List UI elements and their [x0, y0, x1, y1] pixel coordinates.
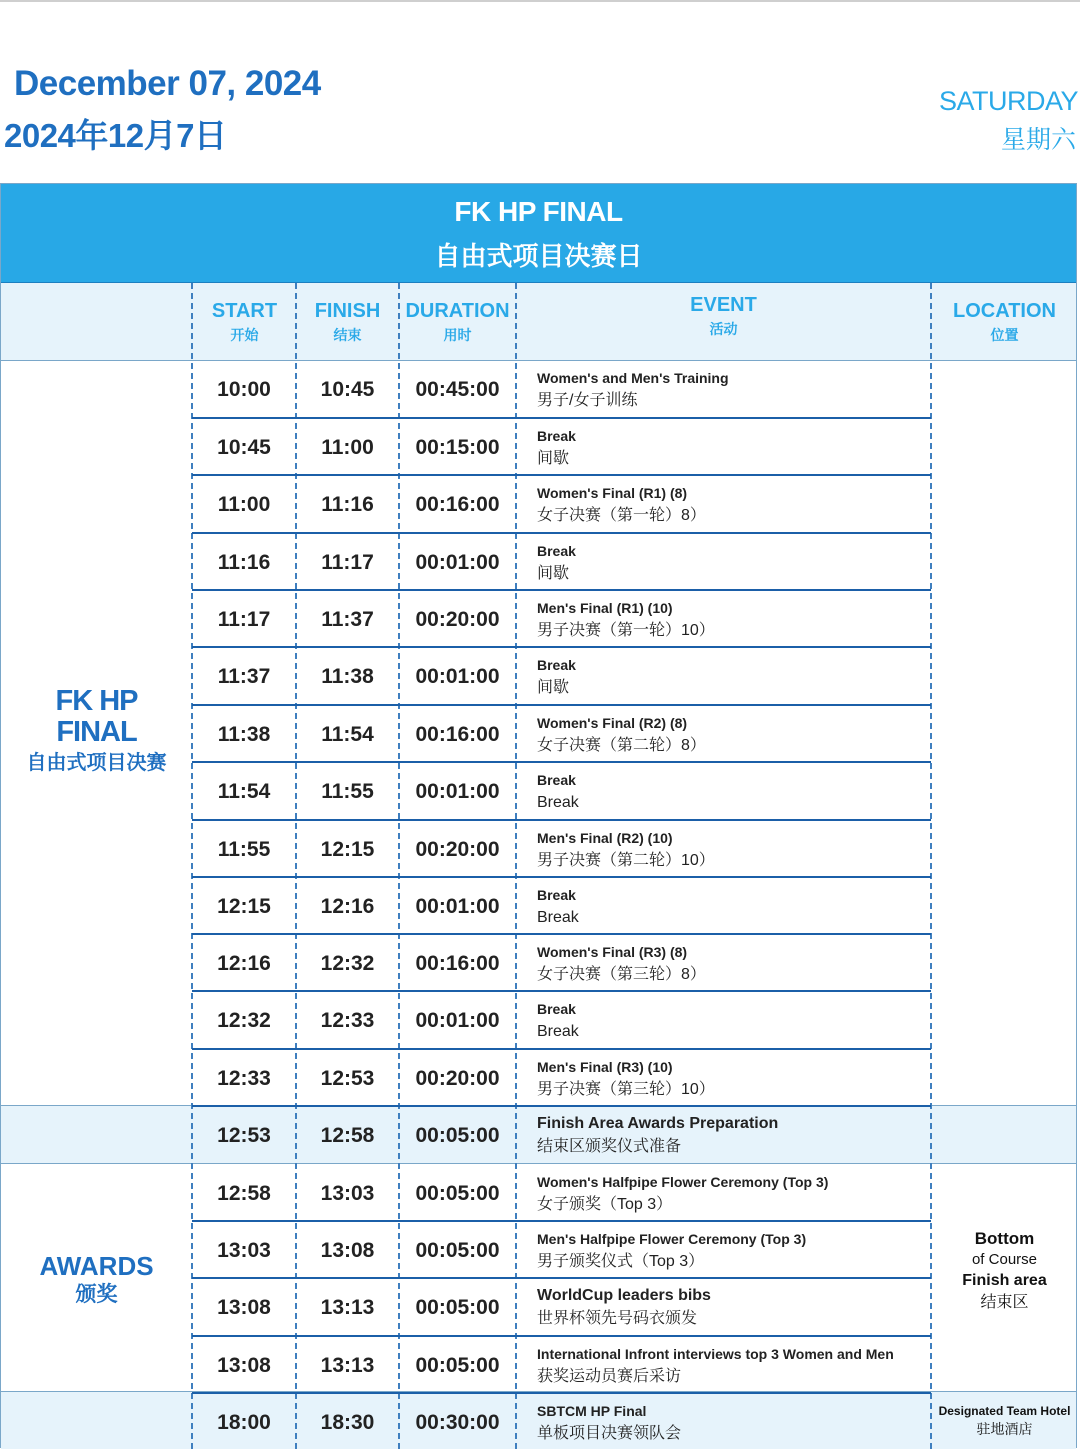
start-time: 12:15 [217, 894, 271, 918]
finish-time: 10:45 [320, 378, 375, 401]
event-name-chinese: 间歇 [537, 449, 570, 467]
column-header-location-cn: 位置 [990, 327, 1019, 343]
finish-time: 13:08 [320, 1238, 375, 1262]
top-divider [0, 0, 1080, 2]
event-cell [537, 763, 927, 821]
column-header-event [516, 283, 931, 360]
event-cell [537, 1279, 927, 1337]
finish-time: 11:00 [321, 435, 374, 459]
start-time: 11:54 [217, 780, 271, 803]
duration: 00:01:00 [415, 1009, 500, 1032]
event-cell [537, 1394, 927, 1452]
finish-time: 12:16 [320, 894, 375, 918]
group-label-final [1, 686, 192, 778]
finish-time: 13:03 [320, 1181, 375, 1205]
finish-time: 11:54 [321, 722, 374, 746]
start-time: 11:55 [217, 837, 271, 861]
start-time: 11:38 [217, 722, 271, 746]
table-row [192, 1394, 931, 1452]
finish-time: 12:32 [320, 951, 375, 975]
duration: 00:05:00 [415, 1296, 500, 1319]
event-name-english: International Infront interviews top 3 Women and Men [537, 1345, 894, 1362]
schedule-table [0, 183, 1077, 1448]
start-time: 12:58 [217, 1181, 271, 1205]
table-row [192, 534, 931, 591]
event-name-chinese: 男子决赛（第一轮）10） [537, 621, 715, 639]
event-name-english: WorldCup leaders bibs [537, 1287, 711, 1304]
location-awards-line4: 结束区 [980, 1294, 1029, 1311]
column-header-location [931, 283, 1078, 360]
event-cell [537, 419, 927, 476]
duration: 00:05:00 [415, 1238, 500, 1262]
schedule-title-english: FK HP FINAL [454, 196, 623, 227]
event-name-english: Break [537, 427, 576, 444]
event-name-chinese: 男子/女子训练 [537, 392, 638, 409]
finish-time: 11:17 [321, 550, 374, 574]
location-meeting-line1: Designated Team Hotel [938, 1404, 1071, 1418]
duration: 00:15:00 [415, 435, 500, 459]
column-header-event-en: EVENT [690, 294, 757, 316]
column-header-row [1, 283, 1076, 361]
table-row [192, 361, 931, 419]
column-header-start-cn: 开始 [230, 327, 259, 343]
weekday-chinese: 星期六 [1000, 126, 1076, 154]
location-awards-line1: Bottom [974, 1229, 1035, 1248]
event-cell [537, 361, 927, 419]
group-label-final-cn: 自由式项目决赛 [26, 752, 167, 774]
duration: 00:20:00 [415, 1066, 500, 1090]
table-row [192, 935, 931, 992]
event-name-english: Women's Final (R3) (8) [537, 943, 688, 960]
table-row [192, 878, 931, 935]
location-awards-line2: of Course [971, 1251, 1038, 1268]
finish-time: 11:38 [321, 665, 374, 688]
finish-time: 11:55 [321, 780, 374, 803]
table-row [192, 1107, 931, 1165]
event-name-english: Women's Final (R1) (8) [537, 485, 688, 501]
event-name-english: Break [537, 772, 576, 788]
schedule-title-chinese: 自由式项目决赛日 [434, 241, 643, 271]
duration: 00:20:00 [415, 607, 500, 631]
duration: 00:01:00 [415, 665, 500, 688]
event-cell [537, 1107, 927, 1165]
event-cell [537, 706, 927, 763]
column-header-finish [296, 283, 399, 360]
finish-time: 13:13 [320, 1296, 375, 1319]
column-header-finish-en: FINISH [314, 300, 381, 322]
event-name-chinese: 男子颁奖仪式（Top 3） [537, 1252, 705, 1270]
weekday-english: SATURDAY [938, 86, 1078, 116]
finish-time: 12:53 [320, 1066, 375, 1090]
date-chinese: 2024年12月7日 [4, 117, 227, 154]
start-time: 13:08 [217, 1296, 271, 1319]
start-time: 11:37 [217, 665, 271, 688]
start-time: 13:03 [217, 1238, 271, 1262]
duration: 00:01:00 [415, 894, 500, 918]
duration: 00:05:00 [415, 1353, 500, 1377]
duration: 00:20:00 [415, 837, 500, 861]
event-name-chinese: 女子颁奖（Top 3） [537, 1195, 673, 1213]
event-name-english: Break [537, 1001, 576, 1017]
event-cell [537, 591, 927, 648]
finish-time: 13:13 [320, 1353, 375, 1377]
table-row [192, 706, 931, 763]
event-name-chinese: 获奖运动员赛后采访 [537, 1367, 682, 1385]
event-name-chinese: 间歇 [537, 564, 570, 582]
event-cell [537, 1222, 927, 1279]
group-label-final-line1: FK HP [55, 685, 138, 717]
table-row [192, 591, 931, 648]
event-name-english: Men's Halfpipe Flower Ceremony (Top 3) [537, 1230, 807, 1247]
table-row [192, 648, 931, 706]
finish-time: 11:16 [321, 493, 374, 516]
duration: 00:45:00 [415, 378, 500, 401]
event-cell [537, 878, 927, 935]
event-cell [537, 935, 927, 992]
group-label-awards [1, 1250, 192, 1308]
group-label-awards-en: AWARDS [39, 1251, 154, 1281]
event-name-english: Women's Halfpipe Flower Ceremony (Top 3) [537, 1173, 829, 1190]
group-label-final-line2: FINAL [56, 716, 137, 748]
start-time: 12:32 [217, 1009, 271, 1032]
table-row [192, 821, 931, 878]
column-header-start [193, 283, 296, 360]
duration: 00:30:00 [415, 1411, 500, 1434]
finish-time: 11:37 [321, 607, 374, 631]
start-time: 10:45 [217, 435, 271, 459]
column-header-event-cn: 活动 [709, 321, 738, 337]
duration: 00:05:00 [415, 1181, 500, 1205]
start-time: 12:16 [217, 951, 271, 975]
event-name-english: Break [537, 886, 576, 903]
event-name-chinese: 女子决赛（第一轮）8） [537, 507, 706, 524]
event-name-english: Break [537, 657, 576, 673]
event-name-english: Men's Final (R3) (10) [537, 1058, 673, 1075]
table-row [192, 1050, 931, 1107]
location-meeting-line2: 驻地酒店 [976, 1421, 1033, 1437]
event-name-english: SBTCM HP Final [537, 1403, 647, 1419]
start-time: 11:00 [217, 493, 271, 516]
event-name-chinese: Break [537, 794, 579, 811]
start-time: 18:00 [217, 1411, 271, 1434]
table-row [192, 1337, 931, 1394]
start-time: 13:08 [217, 1353, 271, 1377]
column-header-duration [399, 283, 516, 360]
event-cell [537, 534, 927, 591]
table-row [192, 1279, 931, 1337]
table-row [192, 763, 931, 821]
event-name-english: Men's Final (R2) (10) [537, 829, 673, 846]
event-name-chinese: 结束区颁奖仪式准备 [537, 1138, 682, 1155]
column-header-location-en: LOCATION [953, 300, 1056, 322]
duration: 00:16:00 [415, 722, 500, 746]
start-time: 12:33 [217, 1066, 271, 1090]
event-name-chinese: Break [537, 908, 579, 926]
start-time: 11:16 [217, 550, 271, 574]
column-header-start-en: START [211, 300, 278, 322]
event-cell [537, 1337, 927, 1394]
table-row [192, 1165, 931, 1222]
event-name-english: Finish Area Awards Preparation [537, 1115, 779, 1132]
event-name-english: Women's and Men's Training [537, 370, 729, 386]
event-name-english: Break [537, 542, 576, 559]
group-label-awards-cn: 颁奖 [75, 1283, 118, 1306]
location-awards [931, 1228, 1078, 1314]
finish-time: 12:15 [320, 837, 375, 861]
duration: 00:16:00 [415, 951, 500, 975]
duration: 00:01:00 [415, 550, 500, 574]
duration: 00:16:00 [415, 493, 500, 516]
event-cell [537, 1050, 927, 1107]
table-row [192, 1222, 931, 1279]
event-name-chinese: 男子决赛（第三轮）10） [537, 1080, 715, 1098]
table-row [192, 476, 931, 534]
event-cell [537, 1165, 927, 1222]
table-row [192, 992, 931, 1050]
schedule-title-band [1, 184, 1076, 283]
location-awards-line3: Finish area [962, 1272, 1047, 1289]
event-name-chinese: 女子决赛（第二轮）8） [537, 736, 706, 754]
table-row [192, 419, 931, 476]
column-header-duration-en: DURATION [405, 300, 510, 322]
start-time: 11:17 [217, 607, 271, 631]
event-cell [537, 476, 927, 534]
start-time: 12:53 [217, 1124, 271, 1147]
event-cell [537, 648, 927, 706]
event-name-chinese: 间歇 [537, 679, 570, 696]
finish-time: 12:33 [320, 1009, 375, 1032]
event-name-english: Men's Final (R1) (10) [537, 599, 673, 616]
event-name-chinese: 世界杯领先号码衣颁发 [537, 1310, 698, 1327]
column-header-duration-cn: 用时 [443, 327, 472, 343]
event-name-chinese: 单板项目决赛领队会 [537, 1425, 682, 1442]
duration: 00:05:00 [415, 1124, 500, 1147]
event-cell [537, 992, 927, 1050]
finish-time: 12:58 [320, 1124, 375, 1147]
event-name-english: Women's Final (R2) (8) [537, 714, 688, 731]
event-name-chinese: Break [537, 1023, 579, 1040]
finish-time: 18:30 [320, 1411, 375, 1434]
column-header-finish-cn: 结束 [333, 327, 362, 343]
duration: 00:01:00 [415, 780, 500, 803]
event-name-chinese: 女子决赛（第三轮）8） [537, 965, 706, 983]
event-cell [537, 821, 927, 878]
location-meeting [931, 1402, 1078, 1438]
date-english: December 07, 2024 [14, 64, 321, 103]
event-name-chinese: 男子决赛（第二轮）10） [537, 851, 715, 869]
start-time: 10:00 [217, 378, 271, 401]
